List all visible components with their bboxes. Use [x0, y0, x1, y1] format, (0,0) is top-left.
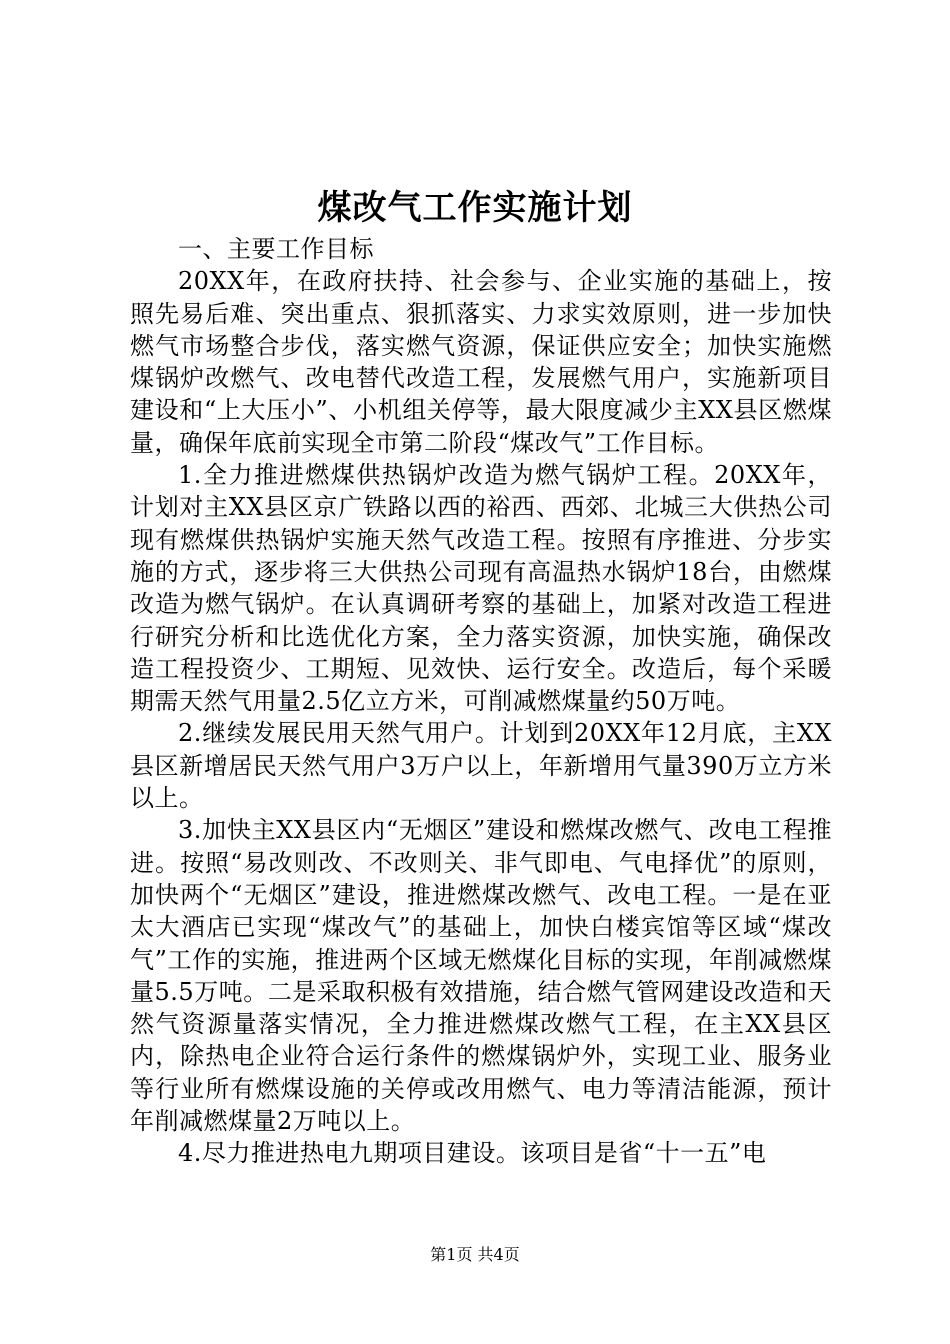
paragraph-item-2: 2.继续发展民用天然气用户。计划到20XX年12月底，主XX县区新增居民天然气用户3万户以上，年新增用气量390万立方米以上。 — [130, 719, 832, 813]
document-title: 煤改气工作实施计划 — [317, 188, 633, 228]
section-heading: 一、主要工作目标 — [178, 235, 374, 263]
paragraph-item-3: 3.加快主XX县区内“无烟区”建设和燃煤改燃气、改电工程推进。按照“易改则改、不改则关、非气即电、气电择优”的原则，加快两个“无烟区”建设，推进燃煤改燃气、改电工程。一是在亚太大酒店已实现“煤改气”的基础上，加快白楼宾馆等区域“煤改气”工作的实施，推进两个区域无燃煤化目标的实现，年削减燃煤量5.5万吨。二是采取积极有效措施，结合燃气管网建设改造和天然气资源量落实情况，全力推进燃煤改燃气工程，在主XX县区内，除热电企业符合运行条件的燃煤锅炉外，实现工业、服务业等行业所有燃煤设施的关停或改用燃气、电力等清洁能源，预计年削减燃煤量2万吨以上。 — [130, 816, 832, 1136]
paragraph-item-1: 1.全力推进燃煤供热锅炉改造为燃气锅炉工程。20XX年，计划对主XX县区京广铁路以西的裕西、西郊、北城三大供热公司现有燃煤供热锅炉实施天然气改造工程。按照有序推进、分步实施的方式，逐步将三大供热公司现有高温热水锅炉18台，由燃煤改造为燃气锅炉。在认真调研考察的基础上，加紧对改造工程进行研究分析和比选优化方案，全力落实资源，加快实施，确保改造工程投资少、工期短、见效快、运行安全。改造后，每个采暖期需天然气用量2.5亿立方米，可削减燃煤量约50万吨。 — [130, 461, 832, 716]
page-footer: 第1页 共4页 — [430, 1245, 520, 1264]
paragraph-intro: 20XX年，在政府扶持、社会参与、企业实施的基础上，按照先易后难、突出重点、狠抓落实、力求实效原则，进一步加快燃气市场整合步伐，落实燃气资源，保证供应安全；加快实施燃煤锅炉改燃气、改电替代改造工程，发展燃气用户，实施新项目建设和“上大压小”、小机组关停等，最大限度减少主XX县区燃煤量，确保年底前实现全市第二阶段“煤改气”工作目标。 — [130, 267, 832, 457]
paragraph-item-4: 4.尽力推进热电九期项目建设。该项目是省“十一五”电 — [178, 1139, 767, 1168]
document-body — [130, 233, 832, 1170]
